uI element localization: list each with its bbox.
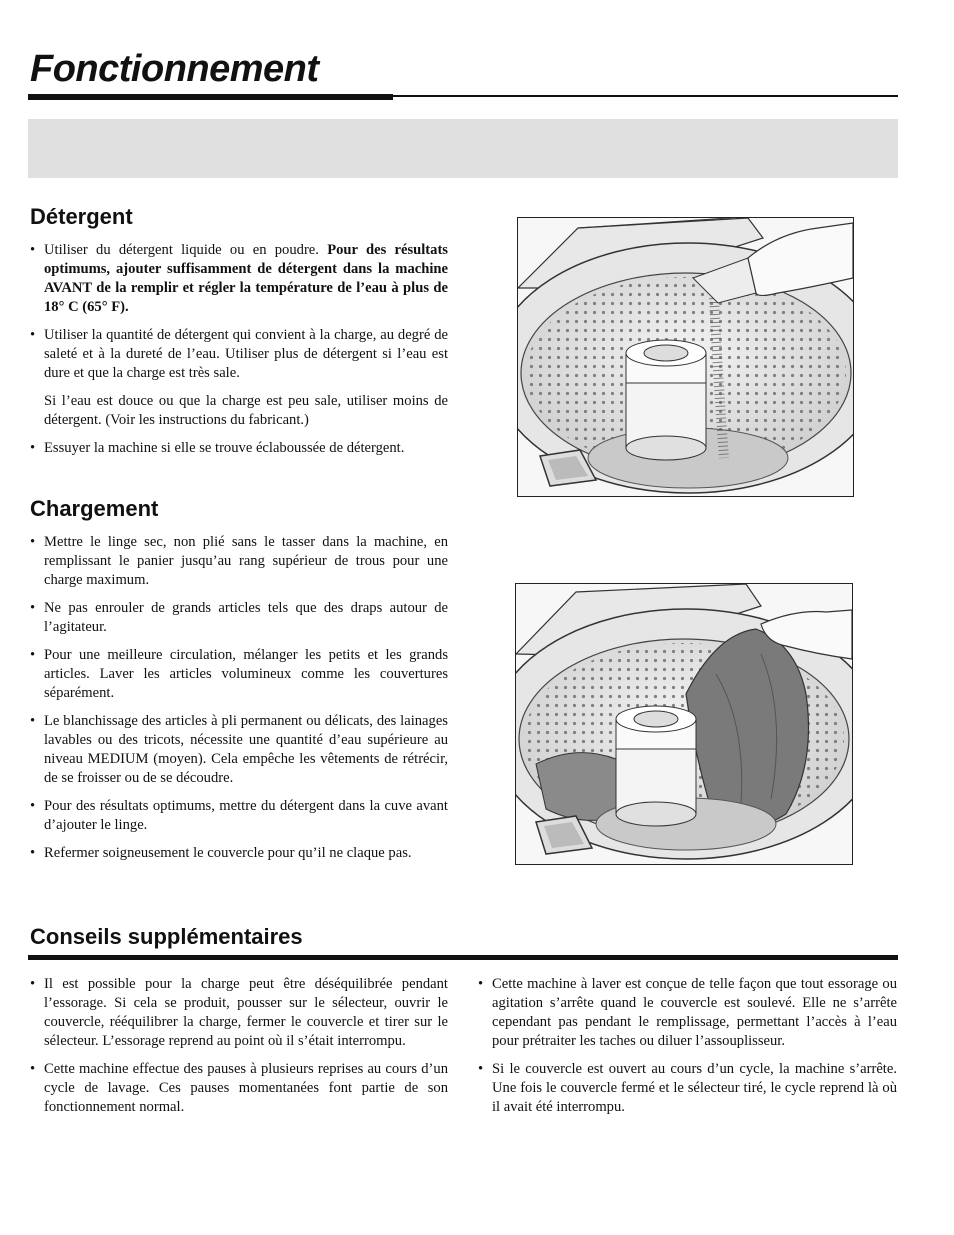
chargement-text: Le blanchissage des articles à pli permanent ou délicats, des lainages lavables ou des tricots, nécessite une quantité d’eau supérieure au niveau MEDIUM (moyen). Cela empêche les vêtements de rétrécir, de se froisser ou de se découdre. [44, 713, 448, 786]
chargement-text: Ne pas enrouler de grands articles tels que des draps autour de l’agitateur. [44, 600, 448, 635]
list-item [30, 844, 448, 863]
list-item [30, 241, 448, 317]
detergent-illustration [517, 217, 854, 497]
bullet: • [30, 600, 36, 616]
bullet: • [30, 798, 36, 814]
chargement-section [30, 533, 448, 872]
bullet: • [478, 1061, 484, 1077]
conseils-heading: Conseils supplémentaires [30, 924, 303, 949]
bullet: • [478, 976, 484, 992]
list-item [478, 975, 897, 1051]
list-item-continuation: Si l’eau est douce ou que la charge est peu sale, utiliser moins de détergent. (Voir les instructions du fabricant.) [44, 393, 448, 428]
conseils-left-column [30, 975, 448, 1126]
header-band [28, 119, 898, 178]
list-item [30, 646, 448, 703]
chargement-heading: Chargement [30, 496, 159, 521]
bullet: • [30, 713, 36, 729]
chargement-text: Pour des résultats optimums, mettre du détergent dans la cuve avant d’ajouter le linge. [44, 798, 448, 833]
list-item [30, 439, 448, 458]
conseils-text: Cette machine à laver est conçue de telle façon que tout essorage ou agitation s’arrête quand le couvercle est soulevé. Elle ne s’arrête cependant pas pendant le remplissage, permettant l’accès à l’eau pour prétraiter les taches ou diluer l’assouplisseur. [492, 976, 897, 1049]
conseils-text: Il est possible pour la charge peut être déséquilibrée pendant l’essorage. Si cela se produit, pousser sur le sélecteur, ouvrir le couvercle, rééquilibrer la charge, fermer le couvercle et tirer sur le sélecteur. L’essorage reprend au point où il s’était interrompu. [44, 976, 448, 1049]
detergent-text: Essuyer la machine si elle se trouve éclaboussée de détergent. [44, 440, 405, 456]
loading-illustration [515, 583, 853, 865]
bullet: • [30, 845, 36, 861]
list-item [478, 1060, 897, 1117]
list-item [30, 1060, 448, 1117]
detergent-bold-text: Pour des résultats optimums, ajouter suffisamment de détergent dans la machine AVANT de la remplir et régler la température de l’eau à plus de 18° C (65° F). [44, 242, 448, 315]
page-title: Fonctionnement [30, 48, 319, 90]
detergent-text: Utiliser du détergent liquide ou en poudre. [44, 242, 328, 258]
bullet: • [30, 534, 36, 550]
bullet: • [30, 242, 36, 258]
list-item [30, 797, 448, 835]
list-item [30, 326, 448, 383]
list-item [30, 533, 448, 590]
list-item [30, 712, 448, 788]
list-item [30, 975, 448, 1051]
detergent-section [30, 241, 448, 467]
washer-loading-drawing [516, 584, 852, 864]
chargement-text: Mettre le linge sec, non plié sans le tasser dans la machine, en remplissant le panier jusqu’au rang supérieur de trous pour une charge maximum. [44, 534, 448, 588]
bullet: • [30, 327, 36, 343]
bullet: • [30, 440, 36, 456]
bullet: • [30, 1061, 36, 1077]
conseils-right-column [478, 975, 897, 1126]
chargement-text: Pour une meilleure circulation, mélanger les petits et les grands articles. Laver les articles volumineux comme les couvertures séparément. [44, 647, 448, 701]
bullet: • [30, 647, 36, 663]
detergent-heading: Détergent [30, 204, 133, 229]
conseils-rule [28, 955, 898, 960]
conseils-text: Cette machine effectue des pauses à plusieurs reprises au cours d’un cycle de lavage. Ces pauses momentanées font partie de son fonctionnement normal. [44, 1061, 448, 1115]
washer-detergent-drawing [518, 218, 853, 496]
bullet: • [30, 976, 36, 992]
header-rule-thick [28, 94, 393, 100]
detergent-text: Utiliser la quantité de détergent qui convient à la charge, au degré de saleté et à la dureté de l’eau. Utiliser plus de détergent si l’eau est dure et que la charge est très sale. [44, 327, 448, 381]
chargement-text: Refermer soigneusement le couvercle pour qu’il ne claque pas. [44, 845, 412, 861]
list-item [30, 599, 448, 637]
conseils-text: Si le couvercle est ouvert au cours d’un cycle, la machine s’arrête. Une fois le couvercle fermé et le sélecteur tiré, le cycle reprend là où il avait été interrompu. [492, 1061, 897, 1115]
